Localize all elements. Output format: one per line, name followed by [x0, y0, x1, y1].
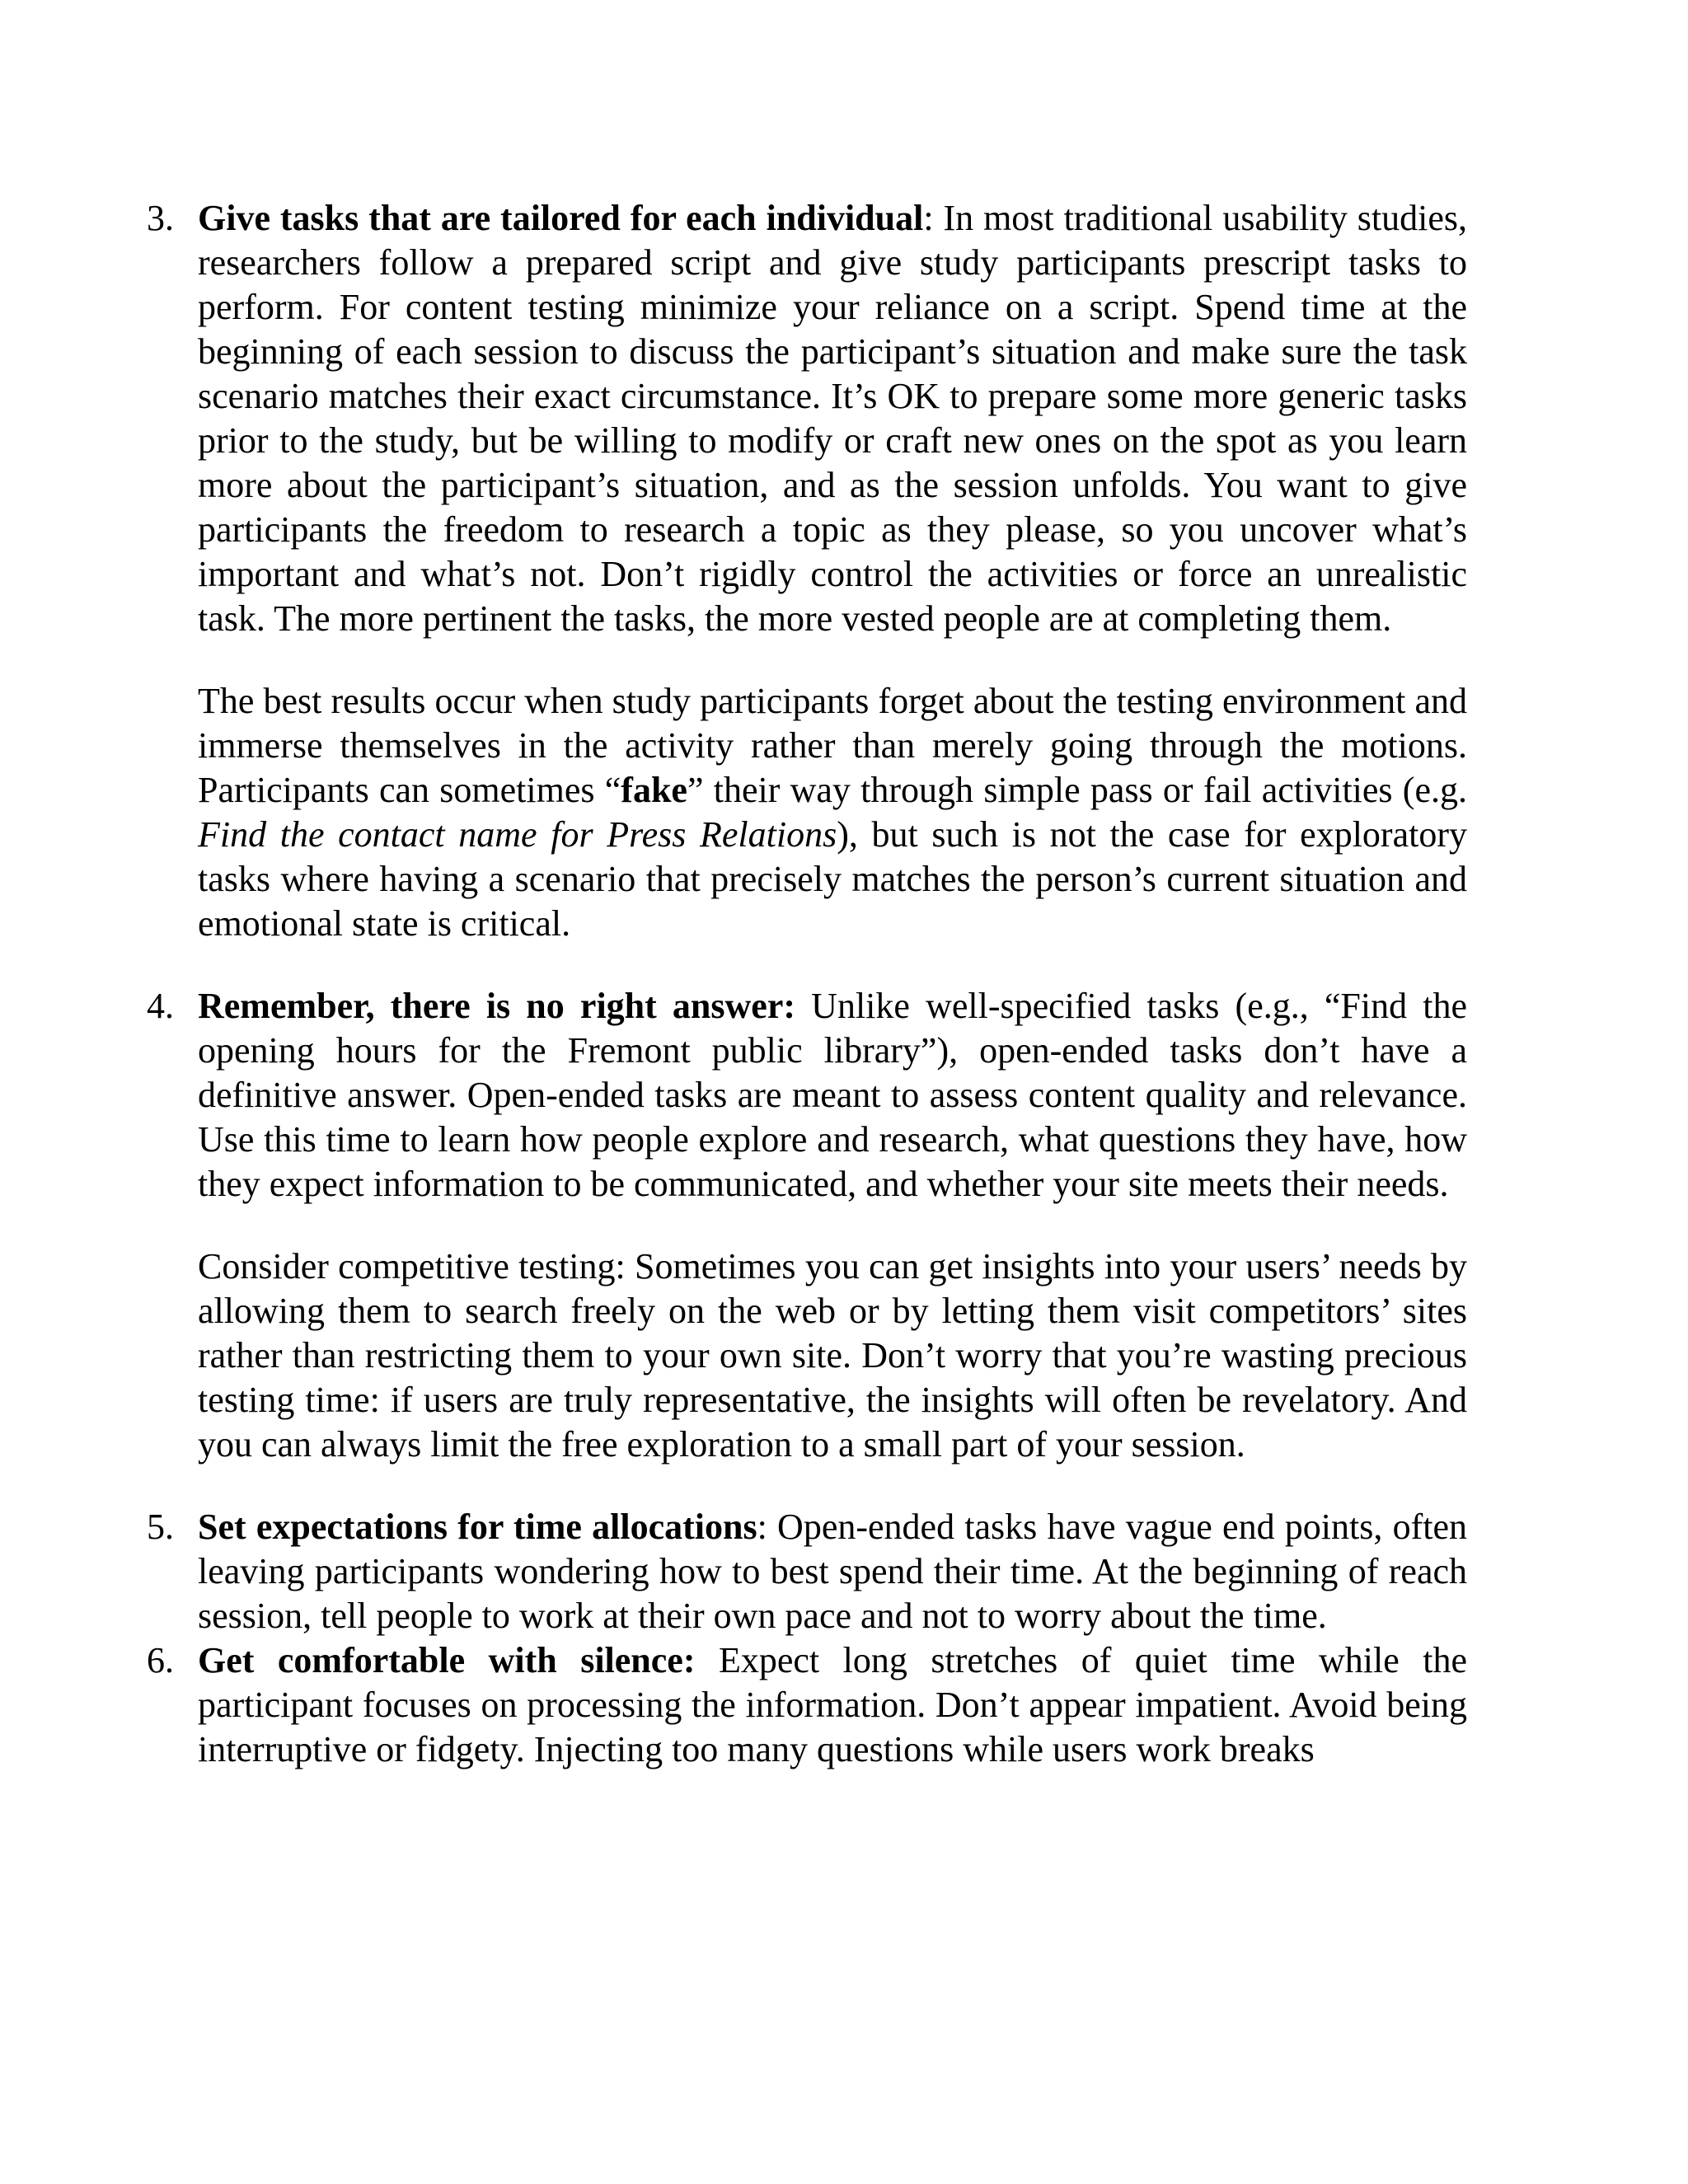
- list-number: 4.: [147, 986, 174, 1026]
- paragraph: [198, 679, 1467, 946]
- paragraph-text: Consider competitive testing: Sometimes you can get insights into your users’ needs by allowing them to search freely on the web or by letting them visit competitors’ sites rather than restricting them to your own site. Don’t worry that you’re wasting precious testing time: if users are truly representative, the insights will often be revelatory. And you can always limit the free exploration to a small part of your session.: [198, 1246, 1467, 1465]
- paragraph-text: : Open-ended tasks have vague end points, often leaving participants wondering how to best spend their time. At the beginning of reach session, tell people to work at their own pace and not to worry about the time.: [198, 1507, 1467, 1636]
- paragraph: [198, 196, 1467, 641]
- list-item-6: [147, 1638, 1467, 1772]
- bold-term: fake: [621, 770, 687, 810]
- paragraph: [198, 984, 1467, 1207]
- paragraph-text: The best results occur when study participants forget about the testing environment and immerse themselves in the activity rather than merely going through the motions. Participants can sometimes “: [198, 681, 1467, 810]
- paragraph-text: Unlike well-specified tasks (e.g., “Find the opening hours for the Fremont public library”), open-ended tasks don’t have a definitive answer. Open-ended tasks are meant to assess content quality and relevance. Use this time to learn how people explore and research, what questions they have, how they expect information to be communicated, and whether your site meets their needs.: [198, 986, 1467, 1204]
- paragraph: [198, 1638, 1467, 1772]
- item-heading: Get comfortable with silence:: [198, 1640, 696, 1680]
- list-item-4: [147, 984, 1467, 1467]
- list-item-3: [147, 196, 1467, 946]
- item-heading: Give tasks that are tailored for each individual: [198, 198, 924, 238]
- paragraph: [198, 1244, 1467, 1467]
- item-heading: Remember, there is no right answer:: [198, 986, 796, 1026]
- paragraph-text: ” their way through simple pass or fail activities (e.g.: [687, 770, 1467, 810]
- italic-example: Find the contact name for Press Relations: [198, 814, 837, 855]
- list-number: 5.: [147, 1507, 174, 1547]
- paragraph-text: ), but such is not the case for exploratory tasks where having a scenario that precisely matches the person’s current situation and emotional state is critical.: [198, 814, 1467, 944]
- paragraph: [198, 1505, 1467, 1638]
- list-item-5: [147, 1505, 1467, 1638]
- item-heading: Set expectations for time allocations: [198, 1507, 757, 1547]
- document-body: [147, 196, 1467, 1772]
- paragraph-text: Expect long stretches of quiet time while the participant focuses on processing the information. Don’t appear impatient. Avoid being interruptive or fidgety. Injecting too many questions while users work breaks: [198, 1640, 1467, 1769]
- list-number: 3.: [147, 198, 174, 238]
- list-number: 6.: [147, 1640, 174, 1680]
- paragraph-text: : In most traditional usability studies, researchers follow a prepared script and give study participants prescript tasks to perform. For content testing minimize your reliance on a script. Spend time at the beginning of each session to discuss the participant’s situation and make sure the task scenario matches their exact circumstance. It’s OK to prepare some more generic tasks prior to the study, but be willing to modify or craft new ones on the spot as you learn more about the participant’s situation, and as the session unfolds. You want to give participants the freedom to research a topic as they please, so you uncover what’s important and what’s not. Don’t rigidly control the activities or force an unrealistic task. The more pertinent the tasks, the more vested people are at completing them.: [198, 198, 1468, 639]
